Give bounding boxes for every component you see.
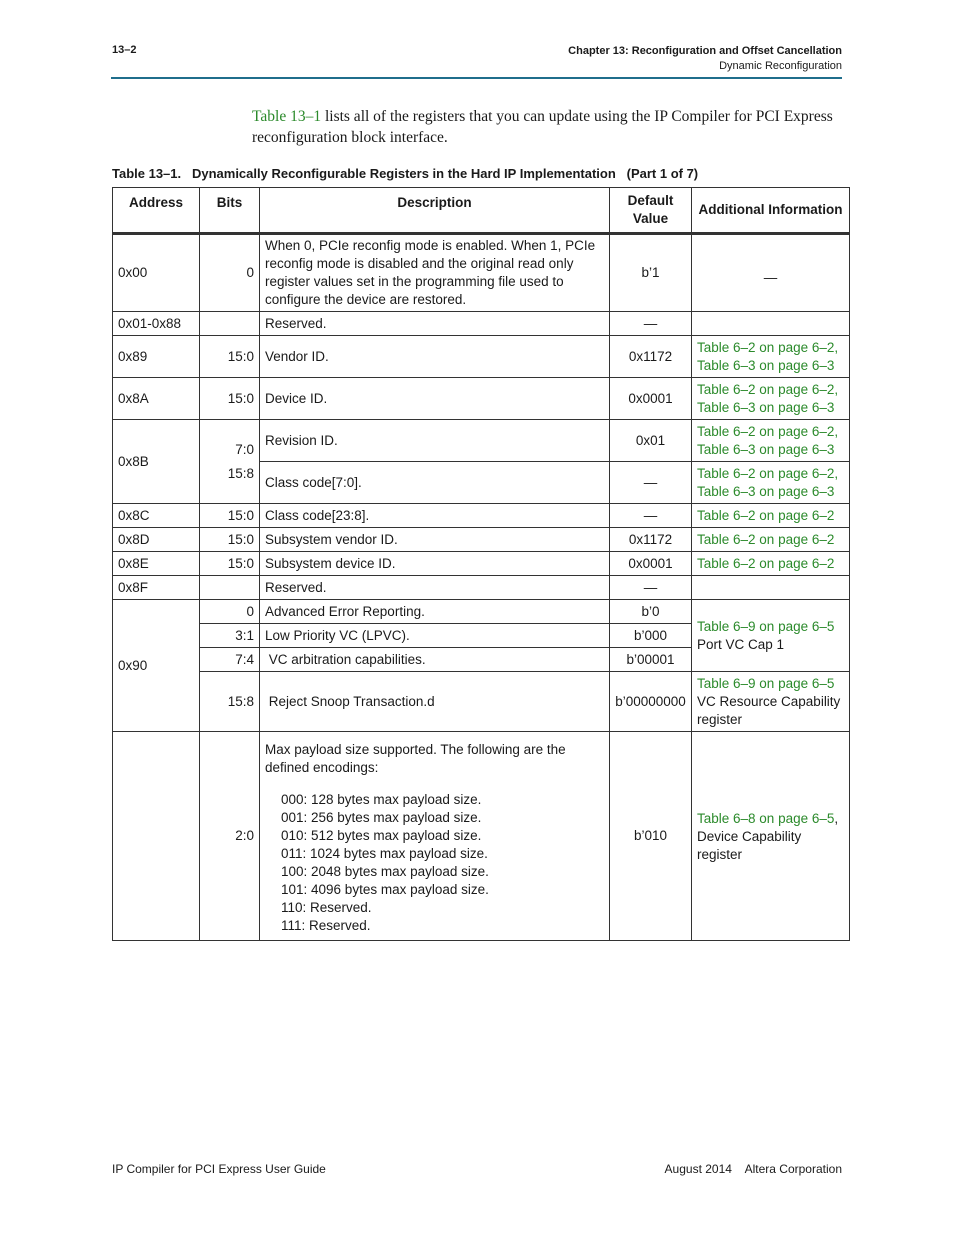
cell-address: 0x90 bbox=[113, 600, 200, 732]
footer-guide-title: IP Compiler for PCI Express User Guide bbox=[112, 1162, 326, 1176]
table-row bbox=[113, 552, 850, 576]
cell-description: Reject Snoop Transaction.d bbox=[260, 672, 610, 732]
cell-address: 0x8F bbox=[113, 576, 200, 600]
cell-address: 0x8C bbox=[113, 504, 200, 528]
chapter-title: Chapter 13: Reconfiguration and Offset Cancellation bbox=[568, 45, 842, 57]
info-link[interactable]: Table 6–2 on page 6–2 bbox=[697, 531, 835, 547]
table-link[interactable]: Table 13–1 bbox=[252, 108, 322, 125]
cell-default: b’0 bbox=[610, 600, 692, 624]
bits-range: 7:0 bbox=[235, 441, 254, 457]
encoding-item: 100: 2048 bytes max payload size. bbox=[281, 864, 489, 879]
cell-address: 0x8D bbox=[113, 528, 200, 552]
info-link[interactable]: Table 6–3 on page 6–3 bbox=[697, 399, 835, 415]
cell-default: b’00001 bbox=[610, 648, 692, 672]
table-row bbox=[113, 732, 850, 941]
cell-bits: 3:1 bbox=[200, 624, 260, 648]
encoding-item: 000: 128 bytes max payload size. bbox=[281, 792, 482, 807]
cell-default: 0x0001 bbox=[610, 378, 692, 420]
info-text: , Device Capability register bbox=[697, 811, 839, 862]
cell-info bbox=[692, 600, 850, 672]
info-link[interactable]: Table 6–2 on page 6–2, bbox=[697, 381, 839, 397]
info-link[interactable]: Table 6–3 on page 6–3 bbox=[697, 357, 835, 373]
cell-description: Low Priority VC (LPVC). bbox=[260, 624, 610, 648]
cell-default: 0x01 bbox=[610, 420, 692, 462]
col-description: Description bbox=[260, 188, 610, 234]
encoding-item: 110: Reserved. bbox=[281, 900, 372, 915]
page-number: 13–2 bbox=[112, 44, 137, 56]
cell-default: — bbox=[610, 576, 692, 600]
encoding-list bbox=[265, 791, 604, 935]
cell-bits: 0 bbox=[200, 600, 260, 624]
cell-description: Revision ID. bbox=[260, 420, 610, 462]
table-header-row bbox=[113, 188, 850, 234]
cell-info bbox=[692, 732, 850, 941]
encoding-item: 011: 1024 bytes max payload size. bbox=[281, 846, 488, 861]
info-link[interactable]: Table 6–8 on page 6–5 bbox=[697, 811, 835, 826]
cell-info bbox=[692, 312, 850, 336]
cell-info bbox=[692, 378, 850, 420]
cell-address: 0x8B bbox=[113, 420, 200, 504]
cell-description: Reserved. bbox=[260, 312, 610, 336]
cell-bits: 15:0 bbox=[200, 504, 260, 528]
cell-description: VC arbitration capabilities. bbox=[260, 648, 610, 672]
header-rule bbox=[111, 77, 842, 79]
cell-description: Class code[7:0]. bbox=[260, 462, 610, 504]
cell-info bbox=[692, 504, 850, 528]
cell-default: b’00000000 bbox=[610, 672, 692, 732]
table-row bbox=[113, 600, 850, 624]
cell-description: Class code[23:8]. bbox=[260, 504, 610, 528]
cell-default: 0x1172 bbox=[610, 336, 692, 378]
cell-address: 0x00 bbox=[113, 234, 200, 312]
cell-address: 0x8E bbox=[113, 552, 200, 576]
cell-info bbox=[692, 576, 850, 600]
info-link[interactable]: Table 6–2 on page 6–2 bbox=[697, 507, 835, 523]
cell-address: 0x89 bbox=[113, 336, 200, 378]
bits-range: 15:8 bbox=[227, 465, 254, 481]
col-bits: Bits bbox=[200, 188, 260, 234]
cell-bits: 0 bbox=[200, 234, 260, 312]
cell-bits: 15:0 bbox=[200, 336, 260, 378]
footer-date-company: August 2014 Altera Corporation bbox=[664, 1162, 842, 1176]
registers-table bbox=[112, 187, 850, 941]
table-row bbox=[113, 672, 850, 732]
cell-default: b’1 bbox=[610, 234, 692, 312]
cell-info bbox=[692, 462, 850, 504]
info-link[interactable]: Table 6–2 on page 6–2, bbox=[697, 465, 839, 481]
cell-default: b’000 bbox=[610, 624, 692, 648]
running-header bbox=[568, 44, 842, 74]
cell-bits bbox=[200, 576, 260, 600]
encoding-item: 101: 4096 bytes max payload size. bbox=[281, 882, 489, 897]
info-link[interactable]: Table 6–9 on page 6–5 bbox=[697, 618, 835, 634]
info-text: VC Resource Capability register bbox=[697, 693, 841, 727]
cell-bits: 15:0 bbox=[200, 552, 260, 576]
cell-default: b’010 bbox=[610, 732, 692, 941]
cell-info bbox=[692, 672, 850, 732]
cell-address bbox=[113, 732, 200, 941]
info-link[interactable]: Table 6–2 on page 6–2 bbox=[697, 555, 835, 571]
info-link[interactable]: Table 6–9 on page 6–5 bbox=[697, 675, 835, 691]
cell-info: — bbox=[692, 234, 850, 312]
cell-bits: 15:8 bbox=[200, 672, 260, 732]
cell-description: Vendor ID. bbox=[260, 336, 610, 378]
cell-description bbox=[260, 732, 610, 941]
info-link[interactable]: Table 6–2 on page 6–2, bbox=[697, 423, 839, 439]
cell-description: Subsystem device ID. bbox=[260, 552, 610, 576]
cell-bits: 2:0 bbox=[200, 732, 260, 941]
cell-bits: 15:0 bbox=[200, 378, 260, 420]
cell-default: 0x1172 bbox=[610, 528, 692, 552]
cell-bits: 15:0 bbox=[200, 528, 260, 552]
encoding-item: 111: Reserved. bbox=[281, 918, 371, 933]
cell-bits bbox=[200, 312, 260, 336]
col-additional-info: Additional Information bbox=[692, 188, 850, 234]
table-row bbox=[113, 234, 850, 312]
payload-description: Max payload size supported. The following are the defined encodings: bbox=[265, 742, 566, 775]
cell-default: 0x0001 bbox=[610, 552, 692, 576]
col-address: Address bbox=[113, 188, 200, 234]
table-row bbox=[113, 312, 850, 336]
info-link[interactable]: Table 6–3 on page 6–3 bbox=[697, 441, 835, 457]
section-title: Dynamic Reconfiguration bbox=[719, 60, 842, 72]
intro-paragraph bbox=[252, 106, 847, 148]
cell-info bbox=[692, 420, 850, 462]
table-row bbox=[113, 528, 850, 552]
encoding-item: 001: 256 bytes max payload size. bbox=[281, 810, 482, 825]
cell-description: Reserved. bbox=[260, 576, 610, 600]
table-row bbox=[113, 420, 850, 462]
cell-default: — bbox=[610, 312, 692, 336]
info-link[interactable]: Table 6–2 on page 6–2, bbox=[697, 339, 839, 355]
info-text: Port VC Cap 1 bbox=[697, 636, 785, 652]
intro-text: lists all of the registers that you can update using the IP Compiler for PCI Express reconfiguration block interface. bbox=[252, 108, 833, 146]
cell-info bbox=[692, 552, 850, 576]
info-link[interactable]: Table 6–3 on page 6–3 bbox=[697, 483, 835, 499]
cell-description: Subsystem vendor ID. bbox=[260, 528, 610, 552]
cell-info bbox=[692, 528, 850, 552]
table-caption: Table 13–1. Dynamically Reconfigurable Registers in the Hard IP Implementation (Part 1 of 7) bbox=[112, 166, 699, 181]
cell-default: — bbox=[610, 504, 692, 528]
col-default-value: Default Value bbox=[610, 188, 692, 234]
cell-default: — bbox=[610, 462, 692, 504]
table-row bbox=[113, 336, 850, 378]
cell-bits bbox=[200, 420, 260, 504]
cell-description: Device ID. bbox=[260, 378, 610, 420]
cell-address: 0x8A bbox=[113, 378, 200, 420]
cell-bits: 7:4 bbox=[200, 648, 260, 672]
cell-address: 0x01-0x88 bbox=[113, 312, 200, 336]
table-row bbox=[113, 504, 850, 528]
table-row bbox=[113, 576, 850, 600]
encoding-item: 010: 512 bytes max payload size. bbox=[281, 828, 482, 843]
cell-description: Advanced Error Reporting. bbox=[260, 600, 610, 624]
cell-description: When 0, PCIe reconfig mode is enabled. When 1, PCIe reconfig mode is disabled and the original read only register values set in the programming file used to configure the device are restored. bbox=[260, 234, 610, 312]
cell-info bbox=[692, 336, 850, 378]
table-row bbox=[113, 378, 850, 420]
